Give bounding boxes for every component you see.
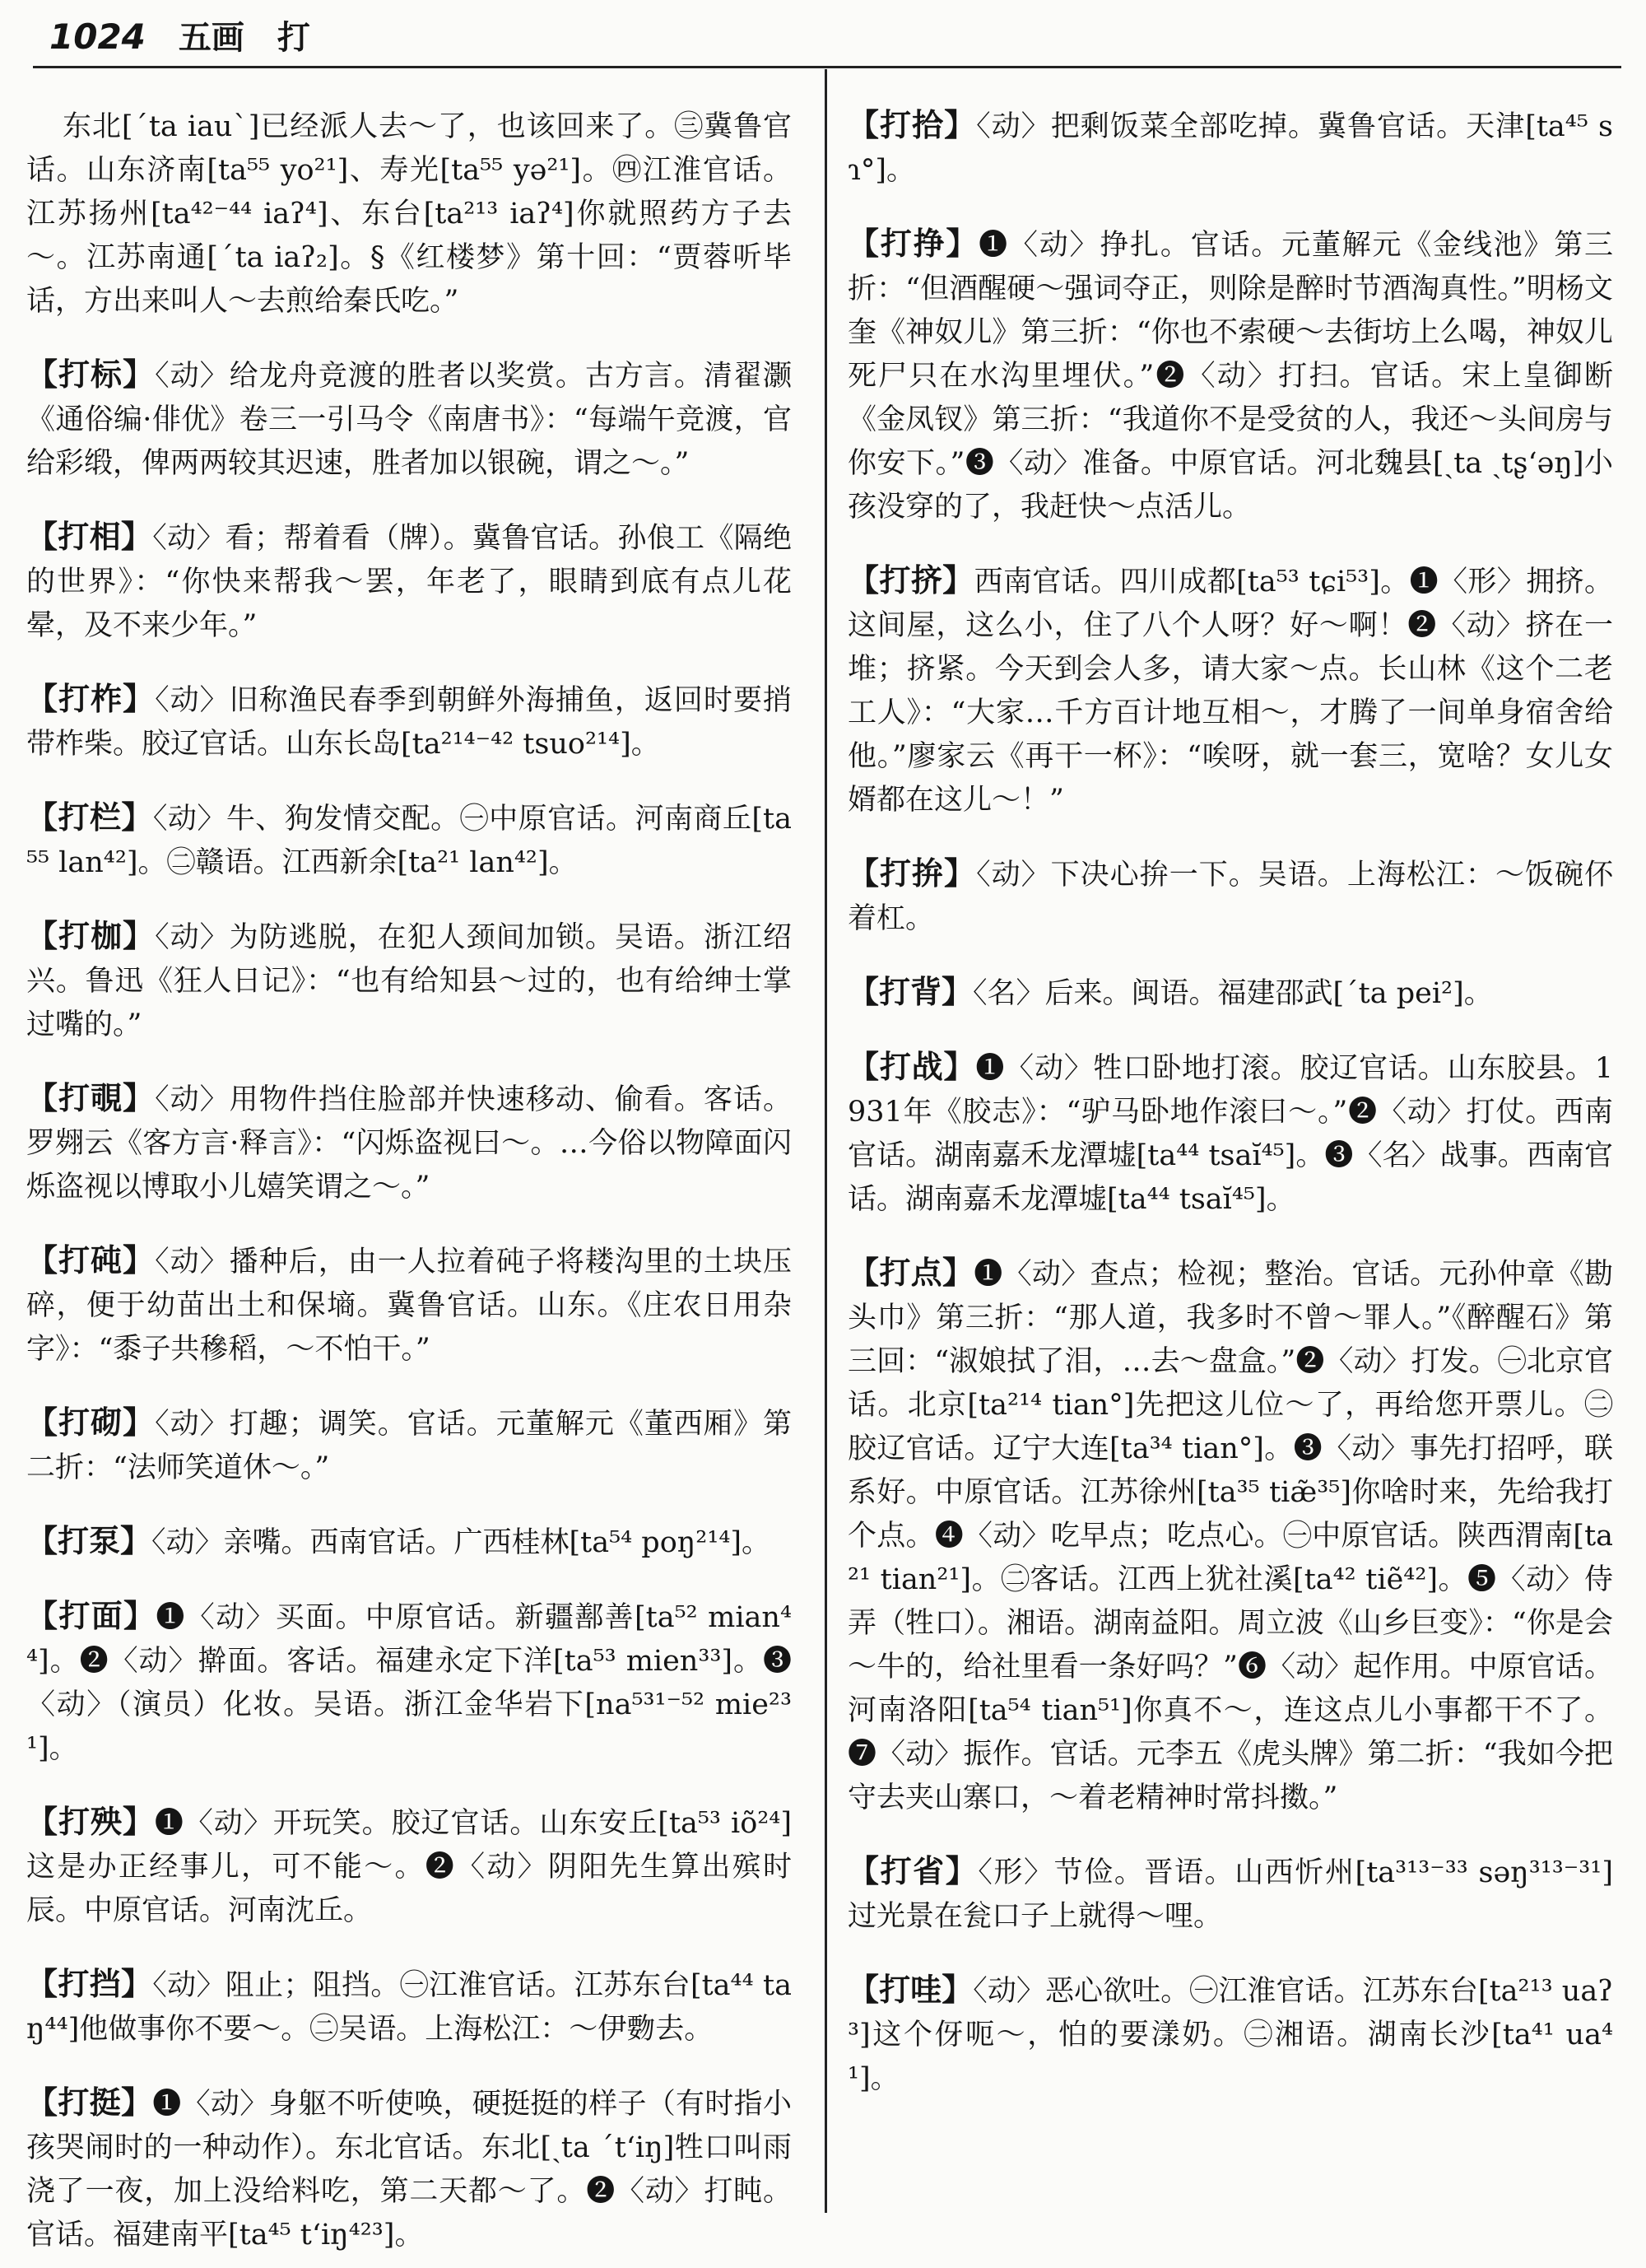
entry-text: 西南官话。四川成都[ta⁵³ tɕi⁵³]。❶〈形〉拥挤。这间屋，这么小，住了八个人呀？好～啊！❷〈动〉挤在一堆；挤紧。今天到会人多，请大家～点。长山林《这个二老工人》：“大家…千方百计地互相～，才腾了一间单身宿舍给他。”廖家云《再干一杯》：“唉呀，就一套三，宽啥？女儿女婿都在这儿～！” xyxy=(848,566,1613,817)
entry-text: 〈动〉牛、狗发情交配。㊀中原官话。河南商丘[ta⁵⁵ lan⁴²]。㊁赣语。江西新余[ta²¹ lan⁴²]。 xyxy=(26,803,792,879)
entry-headword: 【打枷】 xyxy=(26,917,156,954)
entry-headword: 【打挡】 xyxy=(26,1965,153,2002)
entry-text: ❶〈动〉身躯不听使唤，硬挺挺的样子（有时指小孩哭闹时的一种动作）。东北官话。东北[ˏta ˊtʻiŋ]牲口叫雨浇了一夜，加上没给料吃，第二天都～了。❷〈动〉打盹。官话。福建南平[ta⁴⁵ tʻiŋ⁴²³]。 xyxy=(26,2088,792,2252)
entry-text: ❶〈动〉挣扎。官话。元董解元《金线池》第三折：“但酒醒硬～强词夺正，则除是醉时节酒淘真性。”明杨文奎《神奴儿》第三折：“你也不索硬～去街坊上么喝，神奴儿死尸只在水沟里埋伏。”❷〈动〉打扫。官话。宋上皇御断《金凤钗》第三折：“我道你不是受贫的人，我还～头间房与你安下。”❸〈动〉准备。中原官话。河北魏县[ˏta ˏtʂʻəŋ]小孩没穿的了，我赶快～点活儿。 xyxy=(848,229,1613,524)
entry-headword: 【打标】 xyxy=(26,356,156,393)
entry-text: 〈动〉旧称渔民春季到朝鲜外海捕鱼，返回时要捎带柞柴。胶辽官话。山东长岛[ta²¹⁴⁻⁴² tsuo²¹⁴]。 xyxy=(26,684,792,761)
entry-text: 〈动〉打趣；调笑。官话。元董解元《董西厢》第二折：“法师笑道休～。” xyxy=(26,1408,792,1484)
dictionary-entry xyxy=(848,1968,1613,2101)
dictionary-entry xyxy=(26,1400,792,1490)
entry-headword: 【打背】 xyxy=(848,973,974,1010)
entry-headword: 【打砌】 xyxy=(26,1404,156,1441)
entry-text: 〈形〉节俭。晋语。山西忻州[ta³¹³⁻³³ səŋ³¹³⁻³¹]过光景在瓮口子上就得～哩。 xyxy=(848,1856,1613,1933)
entry-text: 〈动〉为防逃脱，在犯人颈间加锁。吴语。浙江绍兴。鲁迅《狂人日记》：“也有给知县～过的，也有给绅士掌过嘴的。” xyxy=(26,921,792,1041)
entry-headword: 【打相】 xyxy=(26,518,153,555)
dictionary-entry xyxy=(848,1045,1613,1222)
entry-text: 〈动〉下决心拚一下。吴语。上海松江：～饭碗伓着杠。 xyxy=(848,859,1613,935)
entry-text: 〈动〉用物件挡住脸部并快速移动、偷看。客话。罗翙云《客方言·释言》：“闪烁盗视曰～。…今俗以物障面闪烁盗视以博取小儿嬉笑谓之～。” xyxy=(26,1083,792,1204)
entry-text: ❶〈动〉开玩笑。胶辽官话。山东安丘[ta⁵³ iõ²⁴]这是办正经事儿，可不能～。❷〈动〉阴阳先生算出殡时辰。中原官话。河南沈丘。 xyxy=(26,1807,792,1927)
left-column xyxy=(26,74,792,2268)
dictionary-entry xyxy=(848,970,1613,1016)
dictionary-entry xyxy=(26,1519,792,1565)
entry-headword: 【打战】 xyxy=(848,1048,976,1085)
dictionary-entry xyxy=(26,515,792,648)
entry-text: 东北[ˊta iauˋ]已经派人去～了，也该回来了。㊂冀鲁官话。山东济南[ta⁵⁵ yo²¹]、寿光[ta⁵⁵ yə²¹]。㊃江淮官话。江苏扬州[ta⁴²⁻⁴⁴ iaʔ⁴]、东台[ta²¹³ iaʔ⁴]你就照药方子去～。江苏南通[ˊta iaʔ₂]。§《红楼梦》第十回：“贾蓉听毕话，方出来叫人～去煎给秦氏吃。” xyxy=(26,110,792,318)
entry-text: 〈动〉亲嘴。西南官话。广西桂林[ta⁵⁴ poŋ²¹⁴]。 xyxy=(151,1526,771,1559)
entry-headword: 【打拾】 xyxy=(848,106,977,143)
dictionary-entry xyxy=(26,1800,792,1933)
page-number: 1024 xyxy=(49,16,146,57)
entry-headword: 【打省】 xyxy=(848,1852,979,1889)
entry-text: 〈动〉把剩饭菜全部吃掉。冀鲁官话。天津[ta⁴⁵ sɿ°]。 xyxy=(848,110,1613,187)
entry-text: 〈名〉后来。闽语。福建邵武[ˊta pei²]。 xyxy=(973,977,1493,1010)
entry-headword: 【打栏】 xyxy=(26,799,153,836)
entry-text: ❶〈动〉牲口卧地打滚。胶辽官话。山东胶县。1931年《胶志》：“驴马卧地作滚曰～。”❷〈动〉打仗。西南官话。湖南嘉禾龙潭墟[ta⁴⁴ tsaĭ⁴⁵]。❸〈名〉战事。西南官话。湖南嘉禾龙潭墟[ta⁴⁴ tsaĭ⁴⁵]。 xyxy=(848,1052,1613,1216)
entry-text: ❶〈动〉买面。中原官话。新疆鄯善[ta⁵² mian⁴⁴]。❷〈动〉擀面。客话。福建永定下洋[ta⁵³ mien³³]。❸〈动〉（演员）化妆。吴语。浙江金华岩下[na⁵³¹⁻⁵² mie²³¹]。 xyxy=(26,1601,792,1765)
entry-headword: 【打覗】 xyxy=(26,1079,156,1116)
entry-headword: 【打挣】 xyxy=(848,225,979,262)
entry-headword: 【打砘】 xyxy=(26,1241,156,1278)
entry-text: 〈动〉阻止；阻挡。㊀江淮官话。江苏东台[ta⁴⁴ taŋ⁴⁴]他做事你不要～。㊁吴语。上海松江：～伊覅去。 xyxy=(26,1969,792,2046)
dictionary-entry xyxy=(26,2080,792,2257)
dictionary-entry xyxy=(26,795,792,885)
entry-headword: 【打点】 xyxy=(848,1254,974,1291)
entry-headword: 【打殃】 xyxy=(26,1803,155,1840)
entry-headword: 【打柞】 xyxy=(26,680,156,717)
dictionary-entry xyxy=(26,1076,792,1209)
dictionary-entry xyxy=(26,352,792,486)
entry-headword: 【打哇】 xyxy=(848,1971,974,2008)
dictionary-entry xyxy=(26,914,792,1047)
entry-text: ❶〈动〉查点；检视；整治。官话。元孙仲章《勘头巾》第三折：“那人道，我多时不曾～罪人。”《醉醒石》第三回：“淑娘拭了泪，…去～盘盒。”❷〈动〉打发。㊀北京官话。北京[ta²¹⁴ tian°]先把这儿位～了，再给您开票儿。㊁胶辽官话。辽宁大连[ta³⁴ tian°]。❸〈动〉事先打招呼，联系好。中原官话。江苏徐州[ta³⁵ tiæ̃³⁵]你啥时来，先给我打个点。❹〈动〉吃早点；吃点心。㊀中原官话。陕西渭南[ta²¹ tian²¹]。㊁客话。江西上犹社溪[ta⁴² tiẽ⁴²]。❺〈动〉侍弄（牲口）。湘语。湖南益阳。周立波《山乡巨变》：“你是会～牛的，给社里看一条好吗？”❻〈动〉起作用。中原官话。河南洛阳[ta⁵⁴ tian⁵¹]你真不～，连这点儿小事都干不了。❼〈动〉振作。官话。元李五《虎头牌》第二折：“我如今把守去夹山寨口，～着老精神时常抖擞。” xyxy=(848,1258,1613,1814)
dictionary-entry xyxy=(26,1962,792,2051)
entry-text: 〈动〉播种后，由一人拉着砘子将耧沟里的土块压碎，便于幼苗出土和保墒。冀鲁官话。山东。《庄农日用杂字》：“黍子共穇稻，～不怕干。” xyxy=(26,1246,792,1366)
right-column xyxy=(848,74,1613,2112)
dictionary-entry xyxy=(848,558,1613,822)
header-rule xyxy=(33,66,1621,68)
dictionary-entry xyxy=(848,221,1613,529)
dictionary-entry xyxy=(26,103,792,324)
dictionary-entry xyxy=(26,677,792,766)
dictionary-entry xyxy=(26,1238,792,1372)
header-character: 打 xyxy=(277,18,310,57)
entry-text: 〈动〉恶心欲吐。㊀江淮官话。江苏东台[ta²¹³ uaʔ³]这个伢呃～，怕的要漾奶。㊁湘语。湖南长沙[ta⁴¹ ua⁴¹]。 xyxy=(848,1975,1613,2095)
page-header xyxy=(49,12,1613,64)
entry-headword: 【打挺】 xyxy=(26,2084,153,2121)
entry-text: 〈动〉看；帮着看（牌）。冀鲁官话。孙俍工《隔绝的世界》：“你快来帮我～罢，年老了，眼睛到底有点儿花晕，及不来少年。” xyxy=(26,522,792,642)
dictionary-entry xyxy=(26,1594,792,1771)
entry-text: 〈动〉给龙舟竞渡的胜者以奖赏。古方言。清翟灏《通俗编·俳优》卷三一引马令《南唐书》：“每端午竞渡，官给彩缎，俾两两较其迟速，胜者加以银碗，谓之～。” xyxy=(26,360,792,480)
entry-headword: 【打拚】 xyxy=(848,855,977,892)
dictionary-entry xyxy=(848,1250,1613,1820)
column-divider xyxy=(825,69,827,2213)
entry-headword: 【打泵】 xyxy=(26,1522,152,1559)
dictionary-entry xyxy=(848,103,1613,193)
section-label: 五画 xyxy=(178,18,244,57)
entry-headword: 【打挤】 xyxy=(848,561,974,598)
entry-headword: 【打面】 xyxy=(26,1597,156,1634)
dictionary-entry xyxy=(848,1849,1613,1939)
dictionary-entry xyxy=(848,851,1613,941)
